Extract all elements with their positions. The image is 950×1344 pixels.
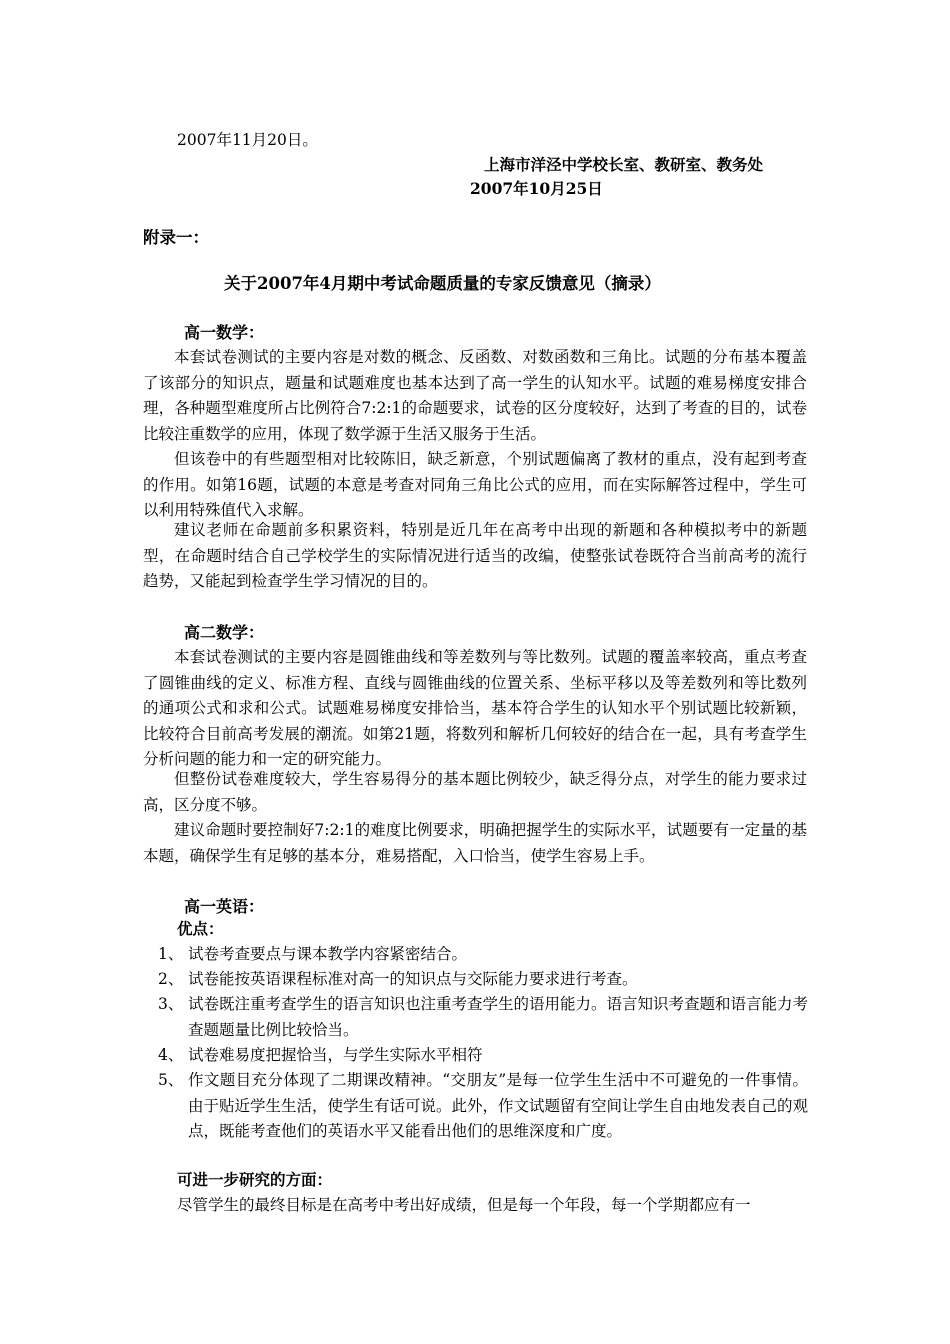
sign-date: 2007年10月25日 <box>470 179 603 198</box>
list-text: 作文题目充分体现了二期课改精神。“交朋友”是每一位学生生活中不可避免的一件事情。由于贴近学生生活，使学生有话可说。此外，作文试题留有空间让学生自由地发表自己的观点，既能考查他们的英语水平又能看出他们的思维深度和广度。 <box>188 1071 809 1140</box>
math1-paragraph-3: 建议老师在命题前多积累资料，特别是近几年在高考中出现的新题和各种模拟考中的新题型，在命题时结合自己学校学生的实际情况进行适当的改编，使整张试卷既符合当前高考的流行趋势，又能起到检查学生学习情况的目的。 <box>143 521 807 590</box>
list-text: 试卷难易度把握恰当，与学生实际水平相符 <box>188 1046 483 1064</box>
appendix-title: 关于2007年4月期中考试命题质量的专家反馈意见（摘录） <box>224 274 661 293</box>
merits-label: 优点： <box>177 919 224 938</box>
list-number: 1、 <box>158 945 184 963</box>
math2-paragraph-1: 本套试卷测试的主要内容是圆锥曲线和等差数列与等比数列。试题的覆盖率较高，重点考查了圆锥曲线的定义、标准方程、直线与圆锥曲线的位置关系、坐标平移以及等差数列和等比数列的通项公式和求和公式。试题难易梯度安排恰当，基本符合学生的认知水平个别试题比较新颖，比较符合目前高考发展的潮流。如第21题，将数列和解析几何较好的结合在一起，具有考查学生分析问题的能力和一定的研究能力。 <box>143 648 807 768</box>
further-research-label: 可进一步研究的方面： <box>177 1170 333 1189</box>
list-number: 3、 <box>158 995 184 1013</box>
math1-paragraph-2: 但该卷中的有些题型相对比较陈旧，缺乏新意，个别试题偏离了教材的重点，没有起到考查的作用。如第16题，试题的本意是考查对同角三角比公式的应用，而在实际解答过程中，学生可以利用特殊值代入求解。 <box>143 450 807 519</box>
list-text: 试卷考查要点与课本教学内容紧密结合。 <box>188 945 468 963</box>
appendix-label: 附录一： <box>143 228 209 247</box>
math1-heading: 高一数学： <box>184 323 265 342</box>
english1-heading: 高一英语： <box>184 897 265 916</box>
signatory: 上海市洋泾中学校长室、教研室、教务处 <box>484 155 764 174</box>
math2-paragraph-2: 但整份试卷难度较大，学生容易得分的基本题比例较少，缺乏得分点，对学生的能力要求过高，区分度不够。 <box>143 770 807 814</box>
list-number: 5、 <box>158 1071 184 1089</box>
math1-paragraph-1: 本套试卷测试的主要内容是对数的概念、反函数、对数函数和三角比。试题的分布基本覆盖了该部分的知识点，题量和试题难度也基本达到了高一学生的认知水平。试题的难易梯度安排合理，各种题型难度所占比例符合7:2:1的命题要求，试卷的区分度较好，达到了考查的目的，试卷比较注重数学的应用，体现了数学源于生活又服务于生活。 <box>143 348 807 443</box>
list-item <box>158 942 808 968</box>
list-text: 试卷能按英语课程标准对高一的知识点与交际能力要求进行考查。 <box>188 970 638 988</box>
further-research-text: 尽管学生的最终目标是在高考中考出好成绩，但是每一个年段，每一个学期都应有一 <box>177 1196 751 1214</box>
list-number: 2、 <box>158 970 184 988</box>
list-item <box>158 1068 808 1145</box>
list-text: 试卷既注重考查学生的语言知识也注重考查学生的语用能力。语言知识考查题和语言能力考查题题量比例比较恰当。 <box>188 995 809 1039</box>
list-item <box>158 992 808 1043</box>
list-item <box>158 1043 808 1069</box>
list-item <box>158 967 808 993</box>
math2-paragraph-3: 建议命题时要控制好7:2:1的难度比例要求，明确把握学生的实际水平，试题要有一定量的基本题，确保学生有足够的基本分，难易搭配，入口恰当，使学生容易上手。 <box>143 821 807 865</box>
list-number: 4、 <box>158 1046 184 1064</box>
math2-heading: 高二数学： <box>184 623 265 642</box>
top-date: 2007年11月20日。 <box>177 131 318 149</box>
